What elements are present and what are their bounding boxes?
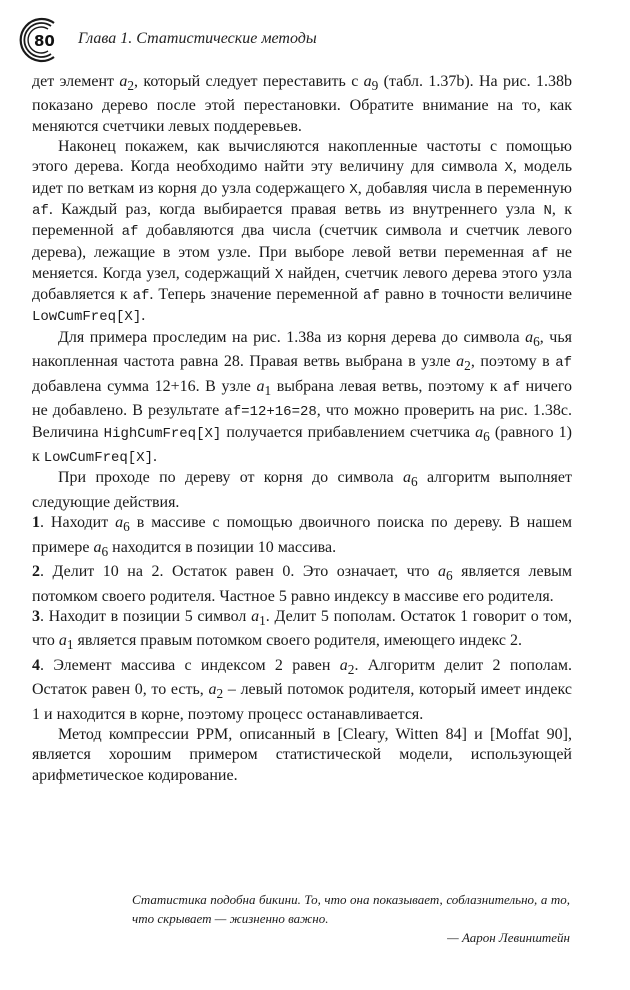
paragraph-3: Для примера проследим на рис. 1.38a из корня дерева до символа $a_6$, чья накопленная частота равна 28. Правая ветвь выбрана в узле $a_2$, поэтому в af добавлена сумма 12+16. В узле $a_1$ выбрана левая ветвь, поэтому к af ничего не добавлено. В результате af=12+16=28, что можно проверить на рис. 1.38c. Величина HighCumFreq[X] получается прибавлением счетчика $a_6$ (равного 1) к LowCumFreq[X]. (32, 328, 573, 466)
paragraph-2: Наконец покажем, как вычисляются накопленные частоты с помощью этого дерева. Когда необходимо найти эту величину для символа X, модель идет по веткам из корня до узла содержащего X, добавляя числа в переменную af. Каждый раз, когда выбирается правая ветвь из внутреннего узла N, к переменной af добавляются два числа (счетчик символа и счетчик левого дерева), лежащие в этом узле. При выборе левой ветви переменная af не меняется. Когда узел, содержащий X найден, счетчик левого дерева этого узла добавляется к af. Теперь значение переменной af равно в точности величине LowCumFreq[X]. (32, 138, 573, 326)
list-item: 3. Находит в позиции 5 символ $a_1$. Делит 5 пополам. Остаток 1 говорит о том, что $a_1$ является правым потомком своего родителя, имеющего индекс 2. (32, 607, 572, 653)
list-item: 2. Делит 10 на 2. Остаток равен 0. Это означает, что $a_6$ является левым потомком своего родителя. Частное 5 равно индексу в массиве его родителя. (32, 563, 573, 605)
list-item: 1. Находит $a_6$ в массиве с помощью двоичного поиска по дереву. В нашем примере $a_6$ находится в позиции 10 массива. (32, 514, 573, 559)
paragraph-1: дет элемент $a_2$, который следует переставить с $a_9$ (табл. 1.37b). На рис. 1.38b показано дерево после этой перестановки. Обратите внимание на то, как меняются счетчики левых поддеревьев. (32, 73, 572, 135)
paragraph-4: При проходе по дереву от корня до символа $a_6$ алгоритм выполняет следующие действия. (32, 469, 572, 511)
paragraph-5: Метод компрессии PPM, описанный в [Cleary, Witten 84] и [Moffat 90], является хорошим примером статистической модели, использующей арифметическое кодирование. (32, 726, 572, 784)
page-header (14, 16, 574, 64)
epigraph (132, 890, 570, 947)
list-item: 4. Элемент массива с индексом 2 равен $a_2$. Алгоритм делит 2 пополам. Остаток равен 0, то есть, $a_2$ – левый потомок родителя, который имеет индекс 1 и находится в корне, поэтому процесс останавливается. (32, 656, 573, 723)
body-text (32, 72, 572, 786)
page-number: 80 (34, 32, 55, 50)
running-title: Глава 1. Статистические методы (78, 30, 317, 47)
epigraph-quote: Статистика подобна бикини. То, что она показывает, соблазнительно, а то, что скрывает — жизненно важно. (132, 892, 570, 926)
epigraph-attribution: — Аарон Левинштейн (447, 930, 570, 945)
